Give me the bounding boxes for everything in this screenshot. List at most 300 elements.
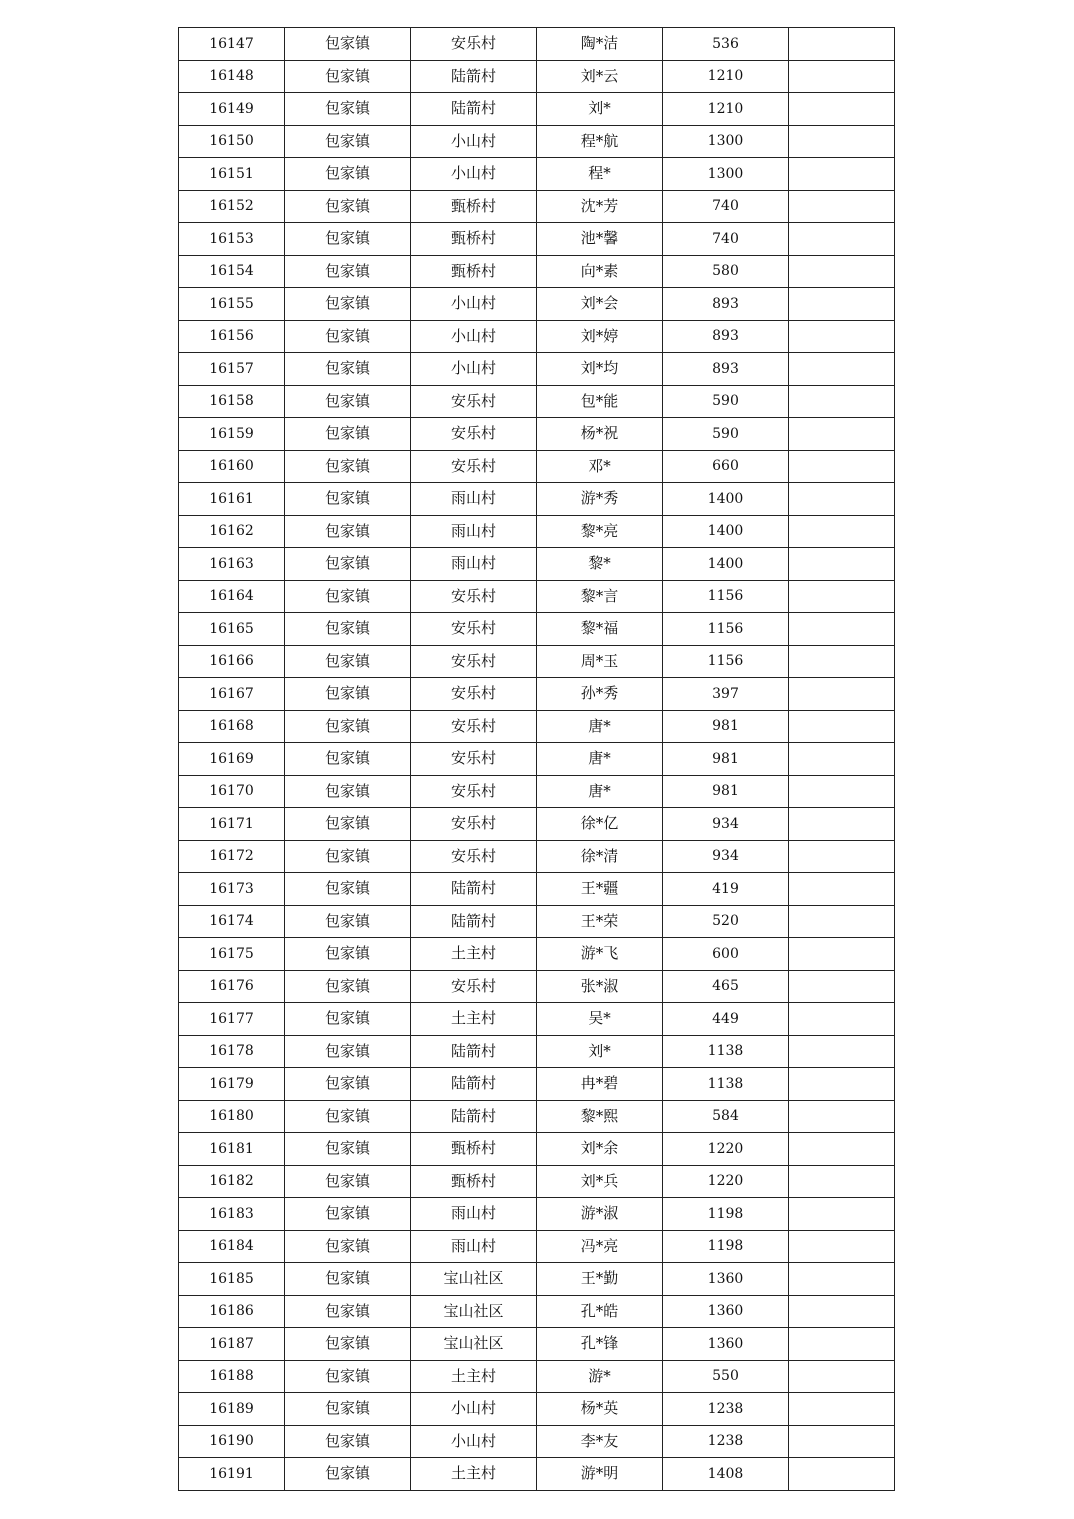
serial-number-cell: 16164 <box>179 580 285 613</box>
amount-cell: 1198 <box>663 1230 789 1263</box>
serial-number-cell: 16162 <box>179 515 285 548</box>
table-row <box>179 1263 895 1296</box>
remark-cell <box>789 1068 895 1101</box>
serial-number-cell: 16157 <box>179 353 285 386</box>
town-cell: 包家镇 <box>285 28 411 61</box>
village-cell: 小山村 <box>411 288 537 321</box>
name-cell: 游*明 <box>537 1458 663 1491</box>
amount-cell: 520 <box>663 905 789 938</box>
amount-cell: 1408 <box>663 1458 789 1491</box>
amount-cell: 981 <box>663 743 789 776</box>
serial-number-cell: 16186 <box>179 1295 285 1328</box>
village-cell: 小山村 <box>411 1393 537 1426</box>
amount-cell: 1210 <box>663 93 789 126</box>
village-cell: 陆箭村 <box>411 93 537 126</box>
serial-number-cell: 16183 <box>179 1198 285 1231</box>
table-row <box>179 1458 895 1491</box>
remark-cell <box>789 1003 895 1036</box>
serial-number-cell: 16153 <box>179 223 285 256</box>
village-cell: 安乐村 <box>411 645 537 678</box>
amount-cell: 934 <box>663 808 789 841</box>
remark-cell <box>789 808 895 841</box>
table-row <box>179 580 895 613</box>
table-row <box>179 385 895 418</box>
amount-cell: 1400 <box>663 515 789 548</box>
town-cell: 包家镇 <box>285 158 411 191</box>
serial-number-cell: 16149 <box>179 93 285 126</box>
village-cell: 土主村 <box>411 1360 537 1393</box>
serial-number-cell: 16167 <box>179 678 285 711</box>
name-cell: 刘*余 <box>537 1133 663 1166</box>
amount-cell: 590 <box>663 418 789 451</box>
village-cell: 陆箭村 <box>411 60 537 93</box>
table-row <box>179 808 895 841</box>
name-cell: 唐* <box>537 710 663 743</box>
serial-number-cell: 16168 <box>179 710 285 743</box>
village-cell: 陆箭村 <box>411 1035 537 1068</box>
remark-cell <box>789 580 895 613</box>
name-cell: 包*能 <box>537 385 663 418</box>
village-cell: 安乐村 <box>411 580 537 613</box>
remark-cell <box>789 255 895 288</box>
remark-cell <box>789 223 895 256</box>
serial-number-cell: 16156 <box>179 320 285 353</box>
serial-number-cell: 16179 <box>179 1068 285 1101</box>
remark-cell <box>789 158 895 191</box>
town-cell: 包家镇 <box>285 678 411 711</box>
village-cell: 雨山村 <box>411 483 537 516</box>
serial-number-cell: 16190 <box>179 1425 285 1458</box>
remark-cell <box>789 970 895 1003</box>
amount-cell: 1198 <box>663 1198 789 1231</box>
village-cell: 安乐村 <box>411 385 537 418</box>
village-cell: 安乐村 <box>411 450 537 483</box>
serial-number-cell: 16148 <box>179 60 285 93</box>
serial-number-cell: 16187 <box>179 1328 285 1361</box>
serial-number-cell: 16166 <box>179 645 285 678</box>
town-cell: 包家镇 <box>285 190 411 223</box>
town-cell: 包家镇 <box>285 288 411 321</box>
amount-cell: 1300 <box>663 158 789 191</box>
remark-cell <box>789 385 895 418</box>
remark-cell <box>789 645 895 678</box>
town-cell: 包家镇 <box>285 873 411 906</box>
name-cell: 冯*亮 <box>537 1230 663 1263</box>
table-row <box>179 450 895 483</box>
remark-cell <box>789 418 895 451</box>
table-row <box>179 743 895 776</box>
name-cell: 刘*云 <box>537 60 663 93</box>
town-cell: 包家镇 <box>285 775 411 808</box>
village-cell: 小山村 <box>411 125 537 158</box>
table-row <box>179 1035 895 1068</box>
village-cell: 小山村 <box>411 1425 537 1458</box>
serial-number-cell: 16184 <box>179 1230 285 1263</box>
amount-cell: 1360 <box>663 1295 789 1328</box>
serial-number-cell: 16150 <box>179 125 285 158</box>
table-row <box>179 1068 895 1101</box>
serial-number-cell: 16188 <box>179 1360 285 1393</box>
remark-cell <box>789 1360 895 1393</box>
remark-cell <box>789 320 895 353</box>
amount-cell: 893 <box>663 353 789 386</box>
table-row <box>179 93 895 126</box>
name-cell: 孔*皓 <box>537 1295 663 1328</box>
table-row <box>179 320 895 353</box>
village-cell: 安乐村 <box>411 970 537 1003</box>
village-cell: 甄桥村 <box>411 190 537 223</box>
serial-number-cell: 16185 <box>179 1263 285 1296</box>
village-cell: 甄桥村 <box>411 223 537 256</box>
name-cell: 王*疆 <box>537 873 663 906</box>
village-cell: 安乐村 <box>411 710 537 743</box>
remark-cell <box>789 125 895 158</box>
remark-cell <box>789 1393 895 1426</box>
table-row <box>179 938 895 971</box>
town-cell: 包家镇 <box>285 60 411 93</box>
town-cell: 包家镇 <box>285 1100 411 1133</box>
table-row <box>179 678 895 711</box>
town-cell: 包家镇 <box>285 93 411 126</box>
amount-cell: 590 <box>663 385 789 418</box>
village-cell: 安乐村 <box>411 775 537 808</box>
table-row <box>179 1425 895 1458</box>
amount-cell: 893 <box>663 320 789 353</box>
amount-cell: 1360 <box>663 1263 789 1296</box>
serial-number-cell: 16189 <box>179 1393 285 1426</box>
remark-cell <box>789 1425 895 1458</box>
village-cell: 雨山村 <box>411 548 537 581</box>
village-cell: 陆箭村 <box>411 873 537 906</box>
town-cell: 包家镇 <box>285 1263 411 1296</box>
name-cell: 孔*锋 <box>537 1328 663 1361</box>
village-cell: 小山村 <box>411 320 537 353</box>
table-row <box>179 840 895 873</box>
table-row <box>179 1003 895 1036</box>
town-cell: 包家镇 <box>285 1295 411 1328</box>
table-row <box>179 1165 895 1198</box>
table-row <box>179 483 895 516</box>
serial-number-cell: 16147 <box>179 28 285 61</box>
name-cell: 游* <box>537 1360 663 1393</box>
name-cell: 黎*福 <box>537 613 663 646</box>
town-cell: 包家镇 <box>285 970 411 1003</box>
town-cell: 包家镇 <box>285 223 411 256</box>
name-cell: 陶*洁 <box>537 28 663 61</box>
table-row <box>179 60 895 93</box>
town-cell: 包家镇 <box>285 743 411 776</box>
amount-cell: 1360 <box>663 1328 789 1361</box>
amount-cell: 1156 <box>663 580 789 613</box>
remark-cell <box>789 743 895 776</box>
name-cell: 黎*亮 <box>537 515 663 548</box>
serial-number-cell: 16170 <box>179 775 285 808</box>
village-cell: 雨山村 <box>411 1230 537 1263</box>
name-cell: 黎* <box>537 548 663 581</box>
table-row <box>179 515 895 548</box>
amount-cell: 893 <box>663 288 789 321</box>
amount-cell: 981 <box>663 775 789 808</box>
table-row <box>179 418 895 451</box>
serial-number-cell: 16172 <box>179 840 285 873</box>
name-cell: 刘*均 <box>537 353 663 386</box>
table-row <box>179 873 895 906</box>
name-cell: 李*友 <box>537 1425 663 1458</box>
remark-cell <box>789 873 895 906</box>
village-cell: 小山村 <box>411 353 537 386</box>
town-cell: 包家镇 <box>285 483 411 516</box>
name-cell: 邓* <box>537 450 663 483</box>
remark-cell <box>789 515 895 548</box>
serial-number-cell: 16155 <box>179 288 285 321</box>
amount-cell: 1400 <box>663 483 789 516</box>
village-cell: 甄桥村 <box>411 1165 537 1198</box>
serial-number-cell: 16154 <box>179 255 285 288</box>
amount-cell: 584 <box>663 1100 789 1133</box>
amount-cell: 580 <box>663 255 789 288</box>
village-cell: 土主村 <box>411 938 537 971</box>
serial-number-cell: 16158 <box>179 385 285 418</box>
village-cell: 安乐村 <box>411 840 537 873</box>
amount-cell: 1300 <box>663 125 789 158</box>
remark-cell <box>789 450 895 483</box>
table-row <box>179 255 895 288</box>
name-cell: 吴* <box>537 1003 663 1036</box>
amount-cell: 1156 <box>663 613 789 646</box>
village-cell: 甄桥村 <box>411 255 537 288</box>
amount-cell: 740 <box>663 223 789 256</box>
village-cell: 小山村 <box>411 158 537 191</box>
name-cell: 王*勤 <box>537 1263 663 1296</box>
serial-number-cell: 16161 <box>179 483 285 516</box>
remark-cell <box>789 1035 895 1068</box>
amount-cell: 600 <box>663 938 789 971</box>
town-cell: 包家镇 <box>285 1230 411 1263</box>
village-cell: 安乐村 <box>411 613 537 646</box>
serial-number-cell: 16160 <box>179 450 285 483</box>
amount-cell: 419 <box>663 873 789 906</box>
remark-cell <box>789 288 895 321</box>
town-cell: 包家镇 <box>285 1035 411 1068</box>
town-cell: 包家镇 <box>285 1360 411 1393</box>
name-cell: 王*荣 <box>537 905 663 938</box>
town-cell: 包家镇 <box>285 905 411 938</box>
amount-cell: 550 <box>663 1360 789 1393</box>
table-row <box>179 223 895 256</box>
village-cell: 雨山村 <box>411 1198 537 1231</box>
amount-cell: 740 <box>663 190 789 223</box>
name-cell: 黎*熙 <box>537 1100 663 1133</box>
village-cell: 宝山社区 <box>411 1295 537 1328</box>
amount-cell: 465 <box>663 970 789 1003</box>
town-cell: 包家镇 <box>285 548 411 581</box>
name-cell: 游*秀 <box>537 483 663 516</box>
table-row <box>179 125 895 158</box>
name-cell: 孙*秀 <box>537 678 663 711</box>
name-cell: 游*淑 <box>537 1198 663 1231</box>
serial-number-cell: 16191 <box>179 1458 285 1491</box>
amount-cell: 1138 <box>663 1068 789 1101</box>
remark-cell <box>789 678 895 711</box>
table-row <box>179 1393 895 1426</box>
remark-cell <box>789 1230 895 1263</box>
remark-cell <box>789 1263 895 1296</box>
town-cell: 包家镇 <box>285 1165 411 1198</box>
remark-cell <box>789 613 895 646</box>
town-cell: 包家镇 <box>285 125 411 158</box>
table-row <box>179 288 895 321</box>
table-row <box>179 1328 895 1361</box>
town-cell: 包家镇 <box>285 613 411 646</box>
table-row <box>179 1133 895 1166</box>
amount-cell: 660 <box>663 450 789 483</box>
name-cell: 刘*兵 <box>537 1165 663 1198</box>
amount-cell: 1238 <box>663 1393 789 1426</box>
name-cell: 冉*碧 <box>537 1068 663 1101</box>
table-row <box>179 548 895 581</box>
name-cell: 程* <box>537 158 663 191</box>
town-cell: 包家镇 <box>285 580 411 613</box>
town-cell: 包家镇 <box>285 320 411 353</box>
village-cell: 宝山社区 <box>411 1328 537 1361</box>
name-cell: 黎*言 <box>537 580 663 613</box>
amount-cell: 981 <box>663 710 789 743</box>
town-cell: 包家镇 <box>285 1458 411 1491</box>
data-table <box>178 27 895 1491</box>
remark-cell <box>789 1458 895 1491</box>
amount-cell: 1138 <box>663 1035 789 1068</box>
remark-cell <box>789 840 895 873</box>
town-cell: 包家镇 <box>285 1393 411 1426</box>
table-row <box>179 1295 895 1328</box>
name-cell: 张*淑 <box>537 970 663 1003</box>
name-cell: 程*航 <box>537 125 663 158</box>
town-cell: 包家镇 <box>285 1003 411 1036</box>
serial-number-cell: 16165 <box>179 613 285 646</box>
village-cell: 安乐村 <box>411 678 537 711</box>
table-row <box>179 613 895 646</box>
name-cell: 唐* <box>537 775 663 808</box>
name-cell: 徐*清 <box>537 840 663 873</box>
table-row <box>179 905 895 938</box>
remark-cell <box>789 1328 895 1361</box>
village-cell: 安乐村 <box>411 28 537 61</box>
amount-cell: 1210 <box>663 60 789 93</box>
name-cell: 刘* <box>537 93 663 126</box>
serial-number-cell: 16152 <box>179 190 285 223</box>
village-cell: 土主村 <box>411 1003 537 1036</box>
amount-cell: 1238 <box>663 1425 789 1458</box>
serial-number-cell: 16181 <box>179 1133 285 1166</box>
amount-cell: 536 <box>663 28 789 61</box>
remark-cell <box>789 775 895 808</box>
amount-cell: 397 <box>663 678 789 711</box>
village-cell: 陆箭村 <box>411 1068 537 1101</box>
amount-cell: 1220 <box>663 1165 789 1198</box>
name-cell: 刘*会 <box>537 288 663 321</box>
amount-cell: 1400 <box>663 548 789 581</box>
town-cell: 包家镇 <box>285 710 411 743</box>
town-cell: 包家镇 <box>285 515 411 548</box>
amount-cell: 1156 <box>663 645 789 678</box>
serial-number-cell: 16174 <box>179 905 285 938</box>
town-cell: 包家镇 <box>285 938 411 971</box>
town-cell: 包家镇 <box>285 645 411 678</box>
village-cell: 安乐村 <box>411 808 537 841</box>
remark-cell <box>789 1295 895 1328</box>
name-cell: 向*素 <box>537 255 663 288</box>
amount-cell: 1220 <box>663 1133 789 1166</box>
remark-cell <box>789 190 895 223</box>
serial-number-cell: 16159 <box>179 418 285 451</box>
village-cell: 陆箭村 <box>411 905 537 938</box>
amount-cell: 934 <box>663 840 789 873</box>
town-cell: 包家镇 <box>285 1328 411 1361</box>
remark-cell <box>789 483 895 516</box>
remark-cell <box>789 60 895 93</box>
amount-cell: 449 <box>663 1003 789 1036</box>
name-cell: 杨*祝 <box>537 418 663 451</box>
remark-cell <box>789 28 895 61</box>
table-row <box>179 1100 895 1133</box>
table-body <box>179 28 895 1491</box>
serial-number-cell: 16182 <box>179 1165 285 1198</box>
serial-number-cell: 16173 <box>179 873 285 906</box>
name-cell: 沈*芳 <box>537 190 663 223</box>
remark-cell <box>789 548 895 581</box>
town-cell: 包家镇 <box>285 1133 411 1166</box>
table-row <box>179 158 895 191</box>
town-cell: 包家镇 <box>285 1198 411 1231</box>
town-cell: 包家镇 <box>285 808 411 841</box>
remark-cell <box>789 1198 895 1231</box>
remark-cell <box>789 938 895 971</box>
village-cell: 陆箭村 <box>411 1100 537 1133</box>
village-cell: 安乐村 <box>411 418 537 451</box>
remark-cell <box>789 905 895 938</box>
town-cell: 包家镇 <box>285 1068 411 1101</box>
name-cell: 唐* <box>537 743 663 776</box>
table-row <box>179 1198 895 1231</box>
town-cell: 包家镇 <box>285 1425 411 1458</box>
town-cell: 包家镇 <box>285 418 411 451</box>
village-cell: 土主村 <box>411 1458 537 1491</box>
name-cell: 池*馨 <box>537 223 663 256</box>
name-cell: 杨*英 <box>537 1393 663 1426</box>
town-cell: 包家镇 <box>285 840 411 873</box>
town-cell: 包家镇 <box>285 385 411 418</box>
serial-number-cell: 16163 <box>179 548 285 581</box>
name-cell: 徐*亿 <box>537 808 663 841</box>
table-row <box>179 28 895 61</box>
serial-number-cell: 16180 <box>179 1100 285 1133</box>
town-cell: 包家镇 <box>285 353 411 386</box>
serial-number-cell: 16177 <box>179 1003 285 1036</box>
name-cell: 刘* <box>537 1035 663 1068</box>
town-cell: 包家镇 <box>285 450 411 483</box>
serial-number-cell: 16175 <box>179 938 285 971</box>
serial-number-cell: 16171 <box>179 808 285 841</box>
name-cell: 周*玉 <box>537 645 663 678</box>
remark-cell <box>789 1165 895 1198</box>
serial-number-cell: 16176 <box>179 970 285 1003</box>
serial-number-cell: 16151 <box>179 158 285 191</box>
remark-cell <box>789 353 895 386</box>
village-cell: 安乐村 <box>411 743 537 776</box>
village-cell: 宝山社区 <box>411 1263 537 1296</box>
table-row <box>179 710 895 743</box>
remark-cell <box>789 1133 895 1166</box>
